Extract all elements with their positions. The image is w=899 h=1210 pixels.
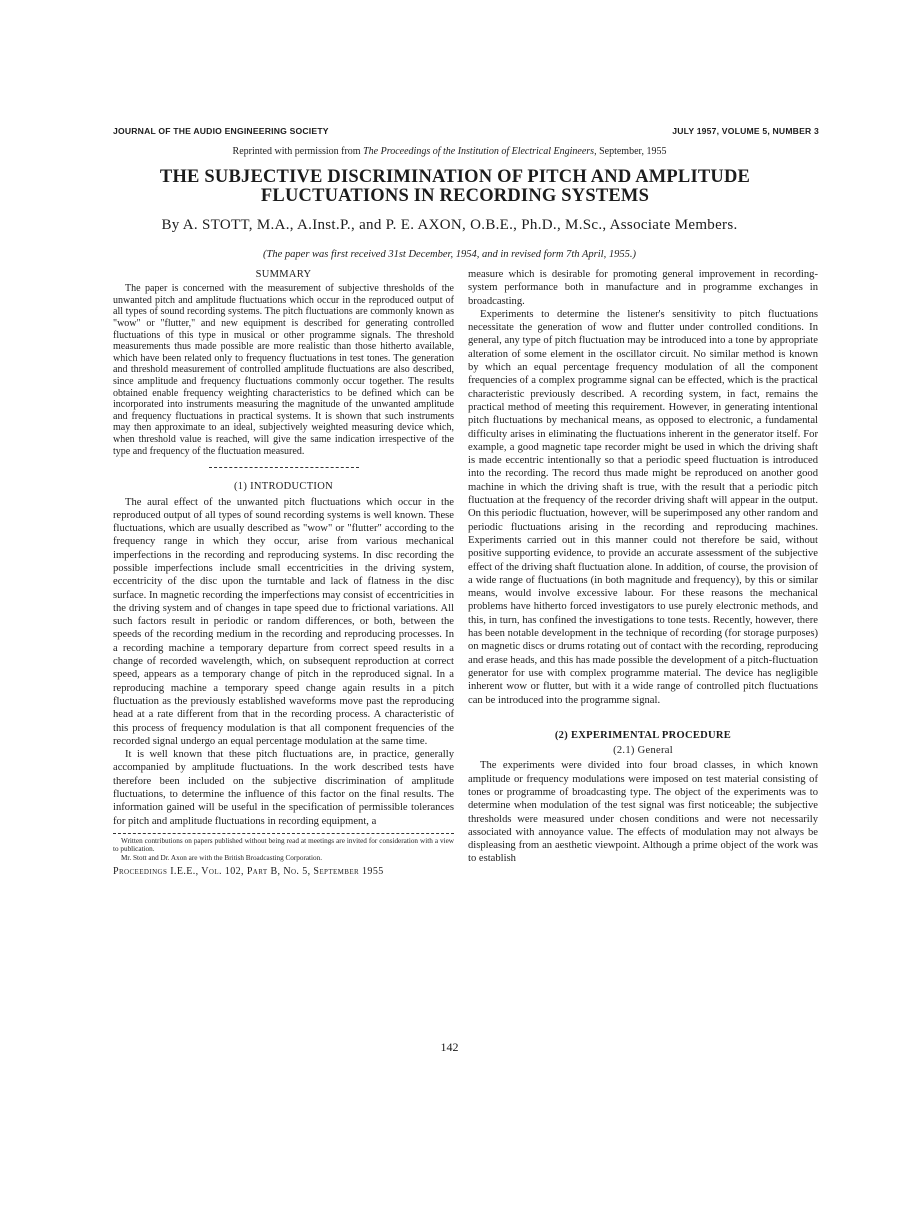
journal-name: JOURNAL OF THE AUDIO ENGINEERING SOCIETY <box>113 126 329 136</box>
introduction-heading: (1) INTRODUCTION <box>234 481 333 493</box>
footnote-authors: Mr. Stott and Dr. Axon are with the British Broadcasting Corporation. <box>121 853 323 862</box>
footnote-contributions: Written contributions on papers published without being read at meetings are invited for consideration with a view to publication. <box>113 836 454 854</box>
reprint-note <box>0 146 899 157</box>
page-number: 142 <box>440 1040 459 1054</box>
intro-paragraph-1: The aural effect of the unwanted pitch fluctuations which occur in the reproduced output of all types of sound recording systems is well known. These fluctuations, which are usually described as "wow" or "flutter" according to the frequency range in which they occur, arise from various mechanical imperfections in the recording and reproducing systems. In disc recording the possible imperfections include small eccentricities in the driving system, eccentricity of the disc upon the turntable and lack of flatness in the disc surface. In magnetic recording the imperfections may consist of eccentricities in the driving system and of changes in tape speed due to frictional variations. All such factors result in periodic or random differences, or both, between the speeds of the recording medium in the recording and reproducing processes. In a recording machine a temporary departure from correct speed results in a change of recorded wavelength, which, on subsequent reproduction at correct speed, appears as a temporary change of pitch in the reproduced signal. In a reproducing machine a temporary speed change again results in a pitch fluctuation as the previously established waveforms move past the reproducing head at a rate different from that in the recording process. A characteristic of this process of frequency modulation is that all component frequencies of the recorded signal undergo an equal percentage modulation at the same time. <box>113 496 454 747</box>
proceedings-reference: Proceedings I.E.E., Vol. 102, Part B, No. 5, September 1955 <box>113 866 384 878</box>
paper-title: THE SUBJECTIVE DISCRIMINATION OF PITCH AND AMPLITUDE FLUCTUATIONS IN RECORDING SYSTEMS <box>159 167 751 206</box>
authors-line: By A. STOTT, M.A., A.Inst.P., and P. E. AXON, O.B.E., Ph.D., M.Sc., Associate Members. <box>161 217 738 233</box>
reprint-source: The Proceedings of the Institution of Electrical Engineers, <box>363 146 597 157</box>
experimental-paragraph-1: The experiments were divided into four broad classes, in which known amplitude or frequency modulations were imposed on test material consisting of tones or programme of broadcasting type. The object of the experiments was to determine when modulation of the test signal was first noticeable; the subjective thresholds were measured under chosen conditions and were not necessarily associated with annoyance value. The effects of modulation may not always be displeasing from an aesthetic viewpoint. Although a prime object of the work was to establish <box>468 760 818 865</box>
experimental-heading: (2) EXPERIMENTAL PROCEDURE <box>554 729 732 741</box>
intro-paragraph-2: It is well known that these pitch fluctuations are, in practice, generally accompanied by amplitude fluctuations. In the work described tests have therefore been included on the subjective discrimination of amplitude fluctuations, to determine the influence of this factor on the final results. The information gained will be useful in the specification of permissible tolerances for pitch and amplitude fluctuations in recording equipment, a <box>113 749 454 827</box>
reprint-suffix: September, 1955 <box>596 146 667 157</box>
summary-text: The paper is concerned with the measurement of subjective thresholds of the unwanted pitch and amplitude fluctuations which occur in the reproduced output of all types of sound recording systems. The pitch fluctuations are commonly known as "wow" or "flutter," and new equipment is described for generating controlled fluctuations of this type in musical or other programme signals. The threshold measurements thus made possible are more realistic than those hitherto available, which have been related only to frequency fluctuations in test tones. The generation and threshold measurement of controlled amplitude fluctuations are also described, since amplitude and frequency fluctuations commonly occur together. The results obtained enable frequency weighting characteristics to be defined which can be incorporated into instruments measuring the magnitude of the unwanted amplitude and frequency fluctuations in practical systems. It is shown that such instruments may then approximate to an ideal, subjectively weighted measuring device which, when threshold value is reached, will give the same indication irrespective of the type and frequency of the fluctuation measured. <box>113 283 454 457</box>
received-note: (The paper was first received 31st December, 1954, and in revised form 7th April, 1955.) <box>263 249 636 260</box>
summary-section <box>113 283 454 457</box>
right-column <box>468 268 818 866</box>
reprint-prefix: Reprinted with permission from <box>232 146 364 157</box>
issue-info: JULY 1957, VOLUME 5, NUMBER 3 <box>672 126 819 136</box>
summary-heading: SUMMARY <box>255 269 312 280</box>
intro-paragraph-3: Experiments to determine the listener's sensitivity to pitch fluctuations necessitate the generation of wow and flutter under controlled conditions. In general, any type of pitch fluctuation may be introduced into a tone by appropriate alteration of some element in the oscillator circuit. No similar method is known by which an equal percentage frequency modulation of all the component frequencies of a complex programme signal can be effected, which is the practical characteristic previously described. A recording system, in fact, remains the practical method of meeting this requirement. However, in generating intentional pitch fluctuations by mechanical means, as opposed to electronic, a fundamental difficulty arises in eliminating the fluctuations inherent in the generator itself. For example, a good magnetic tape recorder might be used in which the driving shaft is made eccentric intentionally so that a periodic speed fluctuation is introduced into the recording. The record thus made might be reproduced on another good machine in which the driving shaft is true, with the result that a periodic pitch fluctuation at the frequency of the recorder driving shaft will appear in the output. On this periodic fluctuation, however, will be superimposed any other random and periodic fluctuations arising in the recording and reproducing machines. Experiments carried out in this manner could not therefore be said, without positive supporting evidence, to provide an accurate assessment of the subjective effect of the driving shaft fluctuation alone. In addition, of course, the provision of a wide range of fluctuations (in both magnitude and frequency), by this or similar means, would involve excessive labour. For these reasons the mechanical problems have hitherto forced investigators to use purely electronic methods, and this, in turn, has confined the investigations to tone tests. Recently, however, there has been notable development in the technique of recording (for storage purposes) on magnetic discs or drums rotating out of contact with the recording, reproducing and erase heads, and this has made possible the development of a pitch-fluctuation generator for use with complex programme material. The device has negligible inherent wow or flutter, but with it a wide range of controlled pitch fluctuations can be introduced into the programme signal. <box>468 308 818 706</box>
left-column <box>113 268 454 878</box>
general-subheading: (2.1) General <box>613 745 673 757</box>
section-separator <box>209 467 359 468</box>
footnote-rule <box>113 833 454 834</box>
intro-paragraph-2-continued: measure which is desirable for promoting general improvement in recording-system performance both in manufacture and in programme exchanges in broadcasting. <box>468 269 818 307</box>
section-gap <box>468 707 818 729</box>
